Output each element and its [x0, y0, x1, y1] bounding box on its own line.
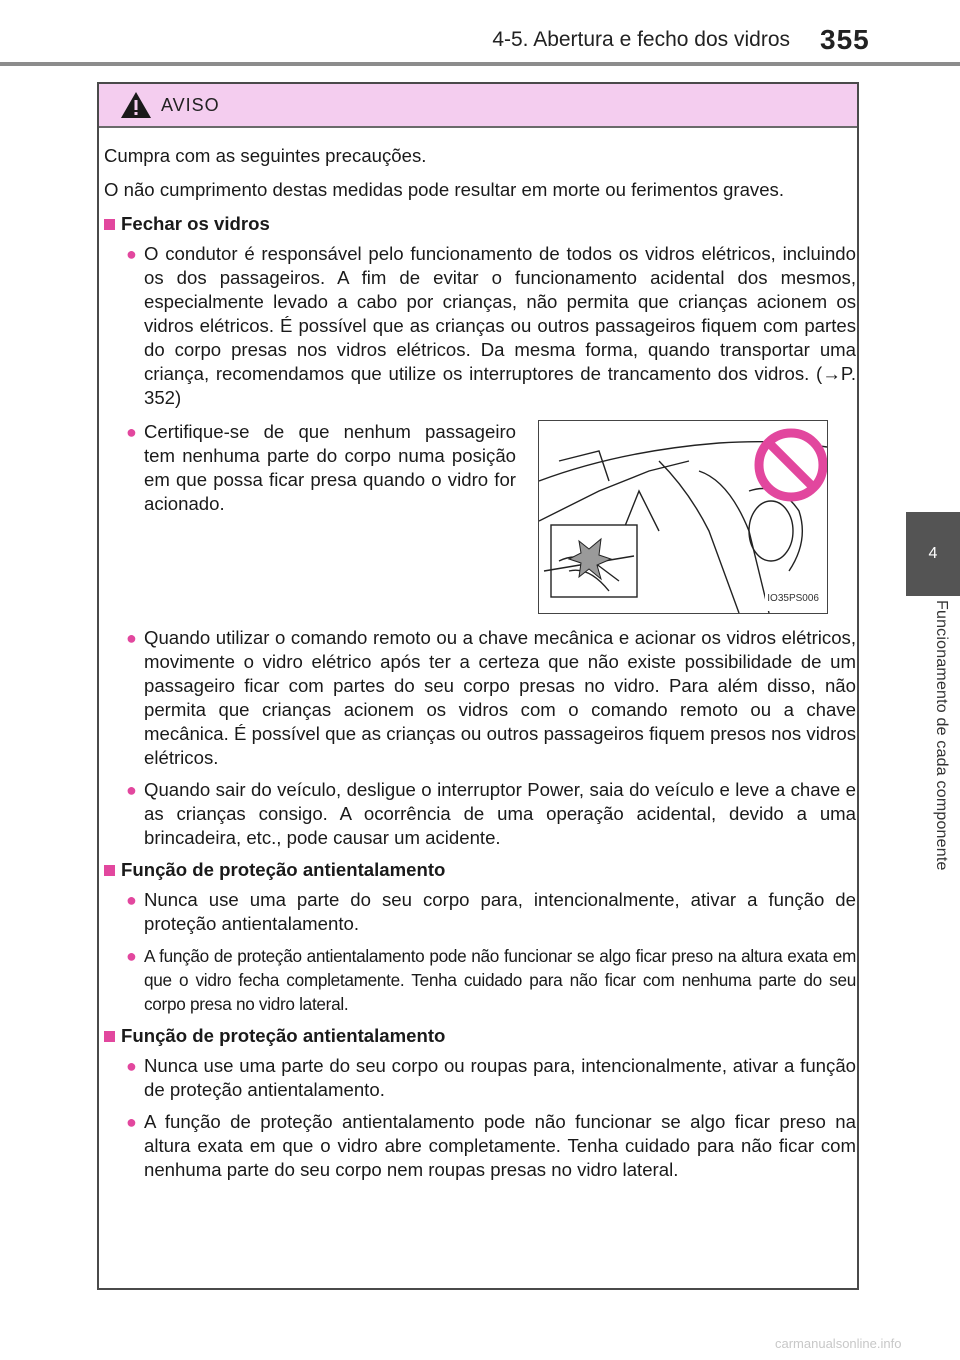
bullet-dot-icon: ●	[126, 628, 137, 648]
list-item: ● A função de proteção antientalamento pode não funcionar se algo ficar preso na altura exata em que o vidro fecha completamente. Tenha cuidado para não ficar com nenhuma parte do seu corpo presa no vidro lateral.	[126, 946, 856, 1014]
section-heading: Função de proteção antientalamento	[104, 1024, 856, 1048]
warning-title: AVISO	[161, 94, 220, 115]
bullet-dot-icon: ●	[126, 780, 137, 800]
bullet-dot-icon: ●	[126, 1056, 137, 1076]
footer-watermark: carmanualsonline.info	[775, 1336, 902, 1351]
bullet-dot-icon: ●	[126, 890, 137, 910]
warning-content	[104, 144, 856, 1190]
car-interior-illustration	[539, 421, 827, 613]
section-heading: Função de proteção antientalamento	[104, 858, 856, 882]
illustration	[538, 420, 828, 614]
section-title: 4-5. Abertura e fecho dos vidros	[492, 28, 790, 51]
prohibition-icon	[759, 433, 823, 497]
square-bullet-icon	[104, 865, 115, 876]
bullet-dot-icon: ●	[126, 946, 137, 966]
bullet-dot-icon: ●	[126, 244, 137, 264]
warning-box	[97, 82, 859, 1290]
bullet-dot-icon: ●	[126, 422, 137, 442]
square-bullet-icon	[104, 219, 115, 230]
header-rule	[0, 62, 960, 66]
warning-header	[99, 84, 857, 128]
square-bullet-icon	[104, 1031, 115, 1042]
warning-triangle-icon	[119, 90, 153, 120]
section-heading: Fechar os vidros	[104, 212, 856, 236]
list-item: ● Quando utilizar o comando remoto ou a chave mecânica e acionar os vidros elétricos, movimente o vidro elétrico após ter a certeza que não existe possibilidade de um passageiro ficar com partes do seu corpo presas no vidro. Para além disso, não permita que crianças acionem os vidros com o comando remoto ou a chave mecânica. É possível que as crianças ou outros passageiros fiquem presos nos vidros elétricos.	[126, 627, 856, 768]
list-item: ● A função de proteção antientalamento pode não funcionar se algo ficar preso na altura exata em que o vidro abre completamente. Tenha cuidado para não ficar com nenhuma parte do seu corpo nem roupas presas no vidro lateral.	[126, 1111, 856, 1180]
list-item: ● Nunca use uma parte do seu corpo ou roupas para, intencionalmente, ativar a função de proteção antientalamento.	[126, 1055, 856, 1100]
page-number: 355	[820, 24, 870, 55]
bullet-dot-icon: ●	[126, 1112, 137, 1132]
intro-text: Cumpra com as seguintes precauções.	[104, 145, 427, 166]
figure-code: IO35PS006	[765, 587, 821, 611]
list-item: ● Nunca use uma parte do seu corpo para, intencionalmente, ativar a função de proteção antientalamento.	[126, 889, 856, 934]
list-item: ● Quando sair do veículo, desligue o interruptor Power, saia do veículo e leve a chave e as crianças consigo. A ocorrência de uma operação acidental, devido a uma brincadeira, etc., pode causar um acidente.	[126, 779, 856, 848]
list-item-with-figure: ● Certifique-se de que nenhum passageiro tem nenhuma parte do corpo numa posição em que possa ficar presa quando o vidro for acionado. IO35PS006	[126, 420, 856, 614]
list-item: ● O condutor é responsável pelo funcionamento de todos os vidros elétricos, incluindo os dos passageiros. A fim de evitar o funcionamento acidental dos mesmos, especialmente levado a cabo por crianças, não permita que crianças acionem os vidros elétricos. É possível que as crianças ou outros passageiros fiquem com partes do corpo presas nos vidros elétricos. Da mesma forma, quando transportar uma criança, recomendamos que utilize os interruptores de trancamento dos vidros. (→P. 352)	[126, 243, 856, 408]
intro-text-2: O não cumprimento destas medidas pode resultar em morte ou ferimentos graves.	[104, 179, 785, 200]
chapter-label: Funcionamento de cada componente	[933, 600, 950, 871]
chapter-number: 4	[928, 545, 938, 562]
chapter-tab	[906, 512, 960, 596]
